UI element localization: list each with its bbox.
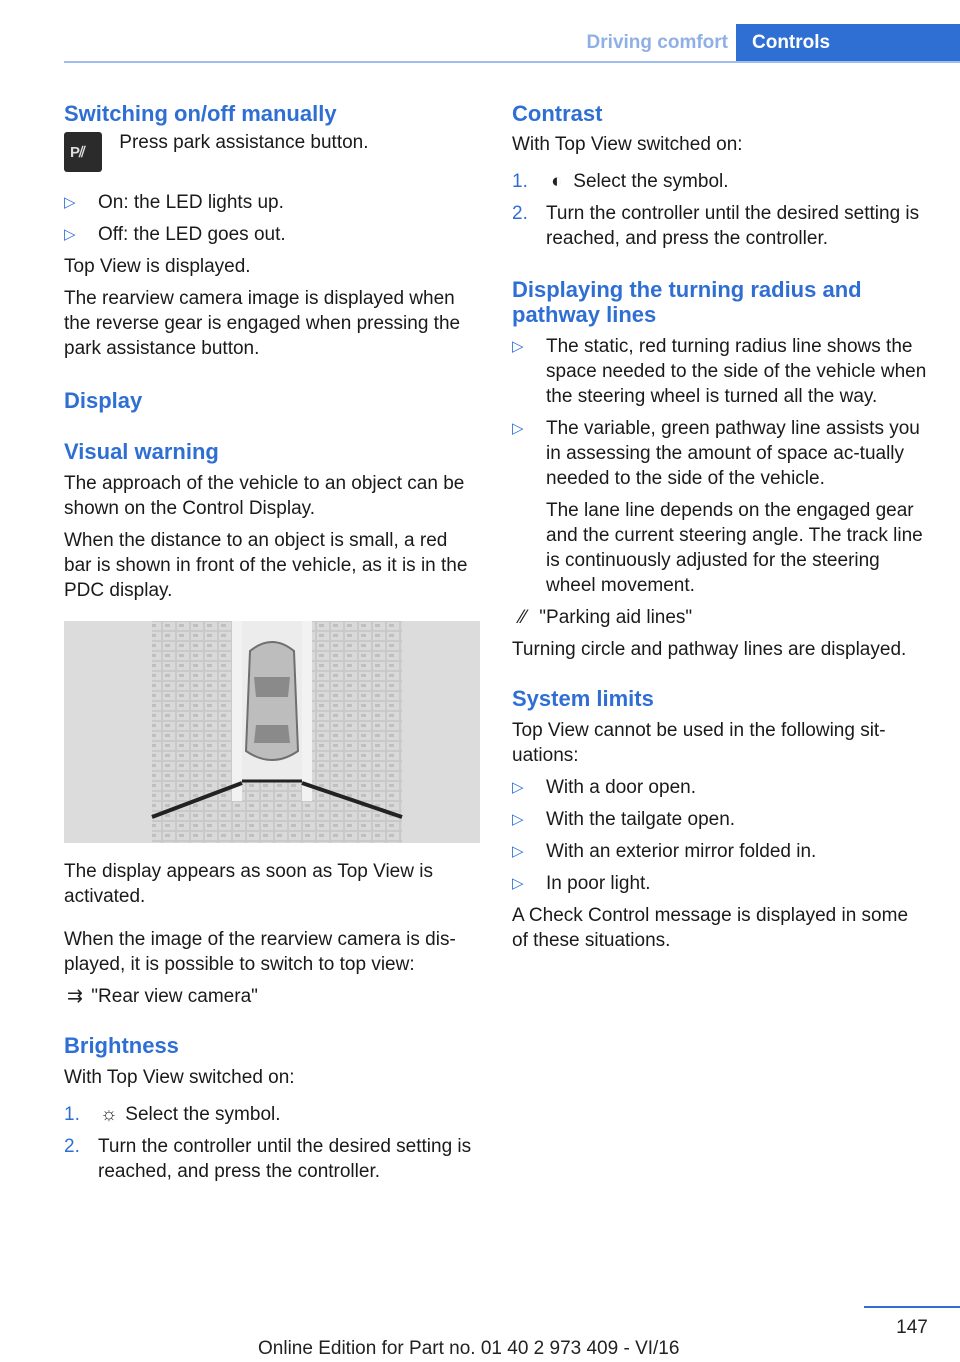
- step-number: 2.: [64, 1136, 80, 1157]
- list-item: ▷ On: the LED lights up.: [64, 192, 284, 213]
- turning-bullets: [512, 334, 928, 491]
- park-button-instruction: Press park assistance button.: [119, 132, 369, 153]
- page-number: 147: [896, 1317, 928, 1338]
- bullet-marker-icon: ▷: [512, 338, 524, 355]
- list-item: 1. ◐ Select the symbol.: [512, 171, 729, 192]
- list-item: ▷ With an exterior mirror folded in.: [512, 841, 817, 862]
- left-column: [64, 100, 480, 1191]
- bullet-marker-icon: ▷: [512, 875, 524, 892]
- heading-display: Display: [64, 388, 143, 413]
- brightness-steps: [64, 1102, 480, 1184]
- heading-turning-radius: Displaying the turning radius and pathway lines: [512, 277, 862, 327]
- list-item: ▷ With a door open.: [512, 777, 696, 798]
- rear-camera-icon: ⇉: [67, 986, 83, 1007]
- right-column: [512, 100, 928, 960]
- top-view-parking-illustration: [64, 621, 480, 843]
- park-button-row: [64, 132, 480, 172]
- list-item: 2. Turn the controller until the desired setting is reached, and press the controller.: [512, 203, 920, 249]
- list-item: ▷ Off: the LED goes out.: [64, 224, 286, 245]
- park-assist-button-icon: P⫽: [64, 132, 102, 172]
- contrast-steps: [512, 169, 928, 251]
- header-section-title: Driving comfort: [586, 32, 728, 53]
- heading-system-limits: System limits: [512, 686, 654, 711]
- bullet-marker-icon: ▷: [512, 420, 524, 437]
- bullet-marker-icon: ▷: [64, 194, 76, 211]
- parking-lines-icon: ⁄⁄: [519, 607, 527, 628]
- paragraph-switch-topview: When the image of the rearview camera is dis-played, it is possible to switch to top view:: [64, 929, 456, 975]
- bullet-marker-icon: ▷: [512, 811, 524, 828]
- paragraph-lane-line: The lane line depends on the engaged gear and the current steering angle. The track line is continuously adjusted for the steering wheel movement.: [546, 500, 923, 596]
- step-number: 1.: [64, 1104, 80, 1125]
- bullet-marker-icon: ▷: [512, 843, 524, 860]
- heading-visual-warning: Visual warning: [64, 439, 219, 464]
- bullet-marker-icon: ▷: [512, 779, 524, 796]
- rear-camera-menu-row: [64, 984, 480, 1009]
- contrast-icon: ◐: [551, 171, 563, 192]
- paragraph-rearview: The rearview camera image is displayed when the reverse gear is engaged when pressing the park assistance button.: [64, 288, 461, 359]
- list-item: ▷ The variable, green pathway line assists you in assessing the amount of space ac-tually needed to the side of the vehicle.: [512, 418, 920, 489]
- list-item: 2. Turn the controller until the desired setting is reached, and press the controller.: [64, 1136, 472, 1182]
- paragraph-turning-circle: Turning circle and pathway lines are displayed.: [512, 639, 907, 660]
- list-item: ▷ In poor light.: [512, 873, 651, 894]
- step-number: 1.: [512, 171, 528, 192]
- heading-brightness: Brightness: [64, 1033, 179, 1058]
- limit-bullets: [512, 775, 928, 896]
- heading-contrast: Contrast: [512, 101, 603, 126]
- paragraph-appears: The display appears as soon as Top View is activated.: [64, 861, 433, 907]
- led-bullets: [64, 190, 480, 247]
- paragraph-visual-2: When the distance to an object is small, a red bar is shown in front of the vehicle, as it is in the PDC display.: [64, 530, 468, 601]
- step-number: 2.: [512, 203, 528, 224]
- rear-camera-label: "Rear view camera": [91, 986, 258, 1007]
- bullet-marker-icon: ▷: [64, 226, 76, 243]
- heading-switching-manually: Switching on/off manually: [64, 101, 337, 126]
- parking-lines-menu-row: [512, 605, 928, 630]
- paragraph-visual-1: The approach of the vehicle to an object can be shown on the Control Display.: [64, 473, 465, 519]
- header-rule: [64, 61, 960, 63]
- list-item: 1. ☼ Select the symbol.: [64, 1104, 281, 1125]
- footer-rule: [864, 1306, 960, 1308]
- paragraph-limits: Top View cannot be used in the following sit-uations:: [512, 720, 886, 766]
- paragraph-check-control: A Check Control message is displayed in some of these situations.: [512, 905, 909, 951]
- list-item: ▷ The static, red turning radius line shows the space needed to the side of the vehicle when the steering wheel is turned all the way.: [512, 336, 927, 407]
- sun-icon: ☼: [100, 1104, 118, 1125]
- paragraph-contrast: With Top View switched on:: [512, 134, 743, 155]
- list-item: ▷ With the tailgate open.: [512, 809, 736, 830]
- paragraph-topview: Top View is displayed.: [64, 256, 251, 277]
- parking-lines-label: "Parking aid lines": [539, 607, 693, 628]
- header-chapter-tab: Controls: [736, 24, 960, 61]
- footer-edition: Online Edition for Part no. 01 40 2 973 409 - VI/16: [258, 1338, 680, 1359]
- paragraph-brightness: With Top View switched on:: [64, 1067, 295, 1088]
